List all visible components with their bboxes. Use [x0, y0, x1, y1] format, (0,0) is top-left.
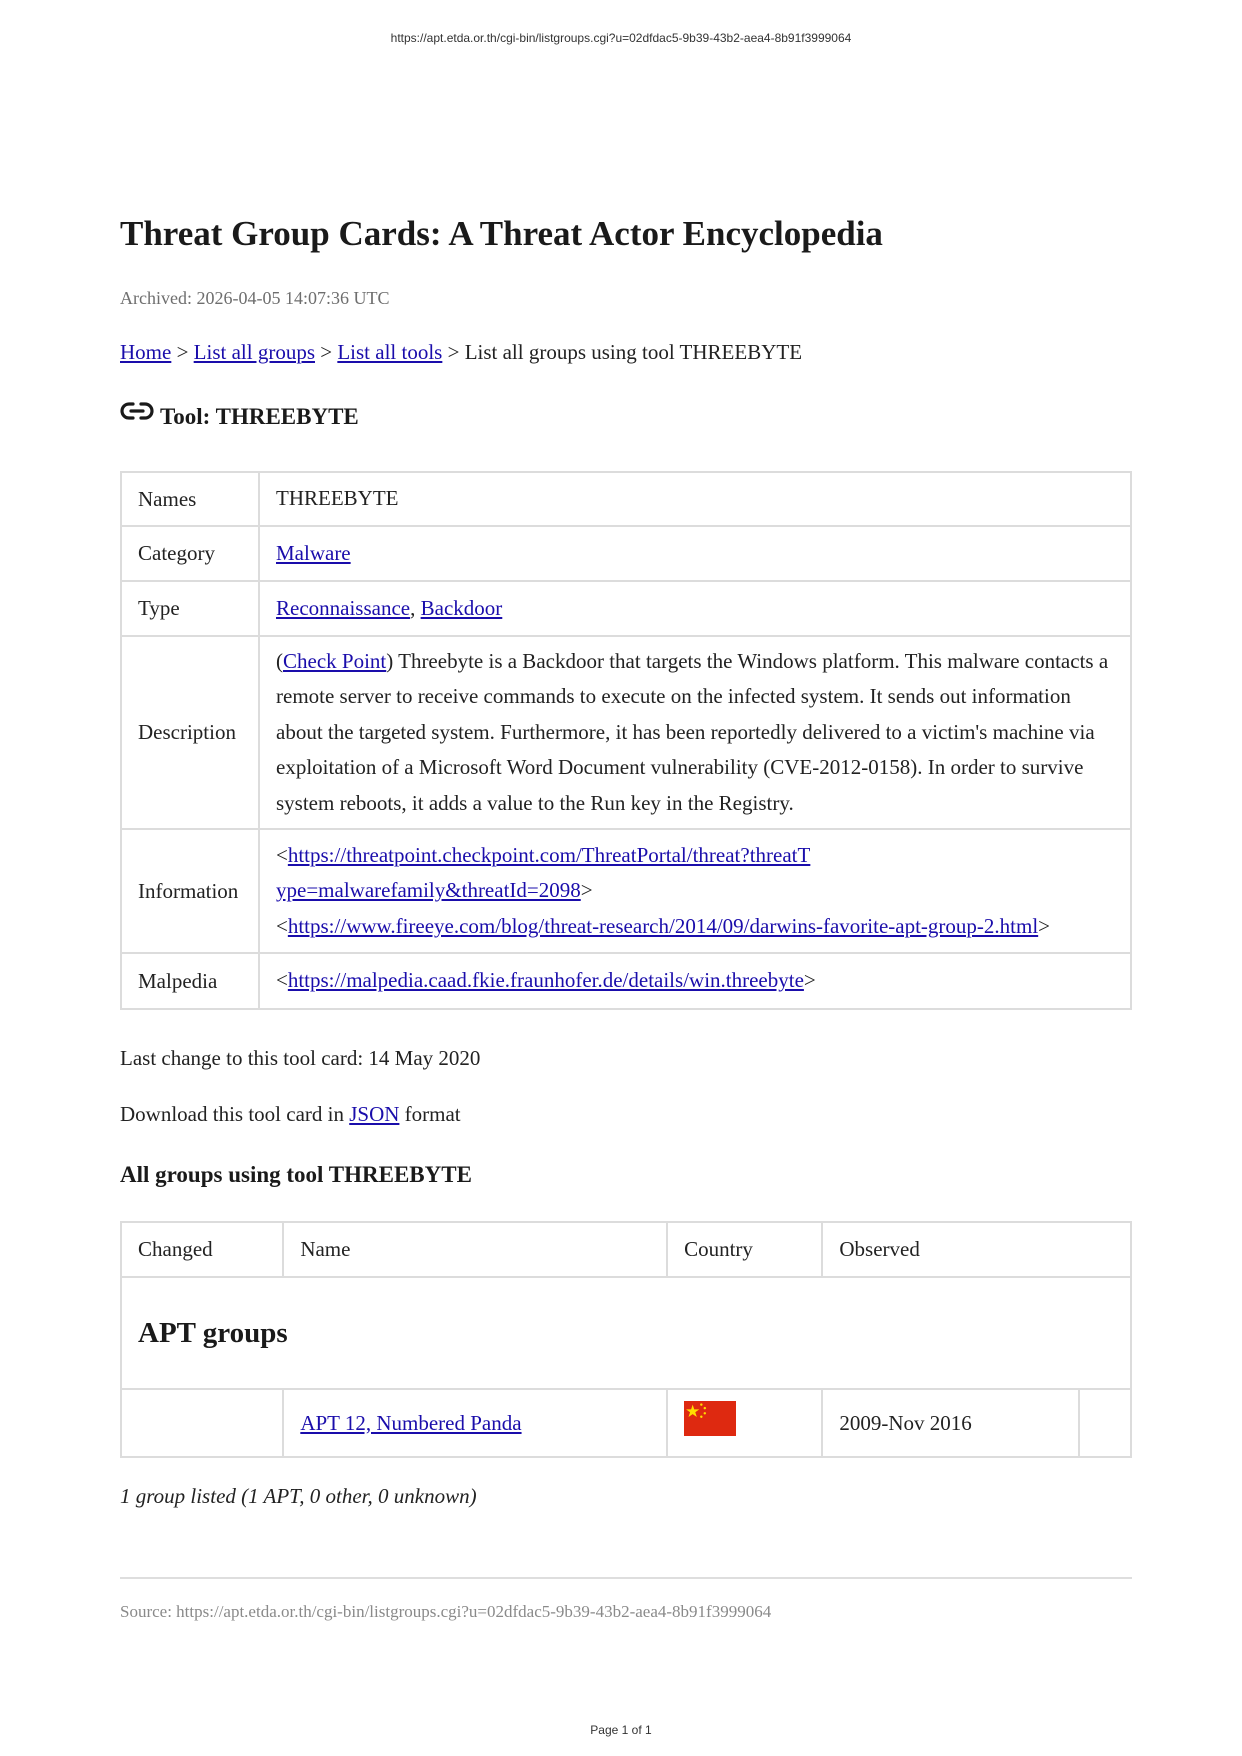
table-row — [121, 829, 1131, 953]
angle-close: > — [803, 968, 816, 993]
angle-open: < — [276, 968, 288, 993]
angle-close: > — [1038, 913, 1051, 938]
last-change-text: Last change to this tool card: 14 May 2020 — [120, 1046, 481, 1070]
divider — [120, 1577, 1132, 1579]
table-header-row — [121, 1222, 1131, 1277]
type-reconnaissance-link[interactable]: Reconnaissance — [276, 595, 411, 620]
table-row — [121, 526, 1131, 581]
breadcrumb — [120, 340, 802, 365]
angle-open: < — [276, 842, 288, 867]
information-item — [276, 909, 1114, 945]
table-row — [121, 581, 1131, 636]
header-country: Country — [667, 1222, 822, 1277]
table-row — [121, 953, 1131, 1009]
angle-open: < — [276, 913, 288, 938]
print-header: https://apt.etda.or.th/cgi-bin/listgroups.cgi?u=02dfdac5-9b39-43b2-aea4-8b91f3999064 — [390, 31, 852, 45]
fireeye-link[interactable]: https://www.fireeye.com/blog/threat-research/2014/09/darwins-favorite-apt-group-2.html — [287, 913, 1039, 938]
type-value — [259, 581, 1131, 636]
name-cell — [283, 1389, 667, 1457]
angle-close: > — [580, 878, 593, 903]
description-value — [259, 636, 1131, 829]
malpedia-link[interactable]: https://malpedia.caad.fkie.fraunhofer.de/details/win.threebyte — [287, 968, 804, 993]
breadcrumb-tools-link[interactable]: List all tools — [337, 340, 443, 364]
country-cell — [667, 1389, 822, 1457]
names-label: Names — [121, 472, 259, 526]
download-suffix: format — [399, 1102, 461, 1126]
tool-info-table — [120, 471, 1132, 1010]
groups-heading: All groups using tool THREEBYTE — [120, 1162, 472, 1187]
table-row — [121, 1389, 1131, 1457]
json-download-link[interactable]: JSON — [349, 1102, 400, 1126]
changed-cell — [121, 1389, 283, 1457]
download-line — [120, 1102, 461, 1127]
source-url: Source: https://apt.etda.or.th/cgi-bin/listgroups.cgi?u=02dfdac5-9b39-43b2-aea4-8b91f3999064 — [120, 1602, 772, 1621]
type-backdoor-link[interactable]: Backdoor — [420, 595, 503, 620]
type-separator: , — [410, 595, 421, 620]
description-text: ) Threebyte is a Backdoor that targets the Windows platform. This malware contacts a remote server to receive commands to execute on the infected system. It sends out information about the targeted system. Furthermore, it has been reportedly delivered to a victim's machine via exploitation of a Microsoft Word Document vulnerability (CVE-2012-0158). In order to survive system reboots, it adds a value to the Run key in the Registry. — [276, 648, 1109, 815]
china-flag-icon — [684, 1401, 736, 1436]
header-name: Name — [283, 1222, 667, 1277]
tool-heading — [120, 404, 359, 430]
empty-cell — [1079, 1389, 1131, 1457]
breadcrumb-current: List all groups using tool THREEBYTE — [464, 340, 803, 364]
category-label: Category — [121, 526, 259, 581]
table-row — [121, 636, 1131, 829]
apt-groups-heading: APT groups — [121, 1277, 1131, 1389]
checkpoint-link[interactable]: https://threatpoint.checkpoint.com/ThreatPortal/threat?threatType=malwarefamily&threatId=2098 — [276, 842, 811, 903]
page-number: Page 1 of 1 — [590, 1723, 652, 1737]
description-label: Description — [121, 636, 259, 829]
breadcrumb-separator: > — [176, 340, 189, 364]
breadcrumb-separator: > — [447, 340, 460, 364]
breadcrumb-groups-link[interactable]: List all groups — [193, 340, 315, 364]
description-source-link[interactable]: Check Point — [283, 648, 387, 673]
groups-summary: 1 group listed (1 APT, 0 other, 0 unknown) — [120, 1484, 477, 1508]
information-label: Information — [121, 829, 259, 953]
header-changed: Changed — [121, 1222, 283, 1277]
download-prefix: Download this tool card in — [120, 1102, 350, 1126]
page-title: Threat Group Cards: A Threat Actor Encyclopedia — [120, 214, 883, 253]
table-row — [121, 472, 1131, 526]
groups-table — [120, 1221, 1132, 1458]
names-value: THREEBYTE — [259, 472, 1131, 526]
group-apt12-link[interactable]: APT 12, Numbered Panda — [300, 1410, 522, 1435]
link-icon — [120, 401, 154, 421]
information-value — [259, 829, 1131, 953]
tool-heading-text: Tool: THREEBYTE — [160, 404, 359, 429]
archived-timestamp: Archived: 2026-04-05 14:07:36 UTC — [120, 288, 390, 308]
header-observed: Observed — [822, 1222, 1131, 1277]
malpedia-value — [259, 953, 1131, 1009]
section-row — [121, 1277, 1131, 1389]
information-item — [276, 838, 1114, 909]
breadcrumb-home-link[interactable]: Home — [120, 340, 172, 364]
description-open-paren: ( — [276, 648, 283, 673]
category-malware-link[interactable]: Malware — [276, 540, 351, 565]
breadcrumb-separator: > — [320, 340, 333, 364]
observed-cell: 2009-Nov 2016 — [822, 1389, 1079, 1457]
malpedia-label: Malpedia — [121, 953, 259, 1009]
type-label: Type — [121, 581, 259, 636]
